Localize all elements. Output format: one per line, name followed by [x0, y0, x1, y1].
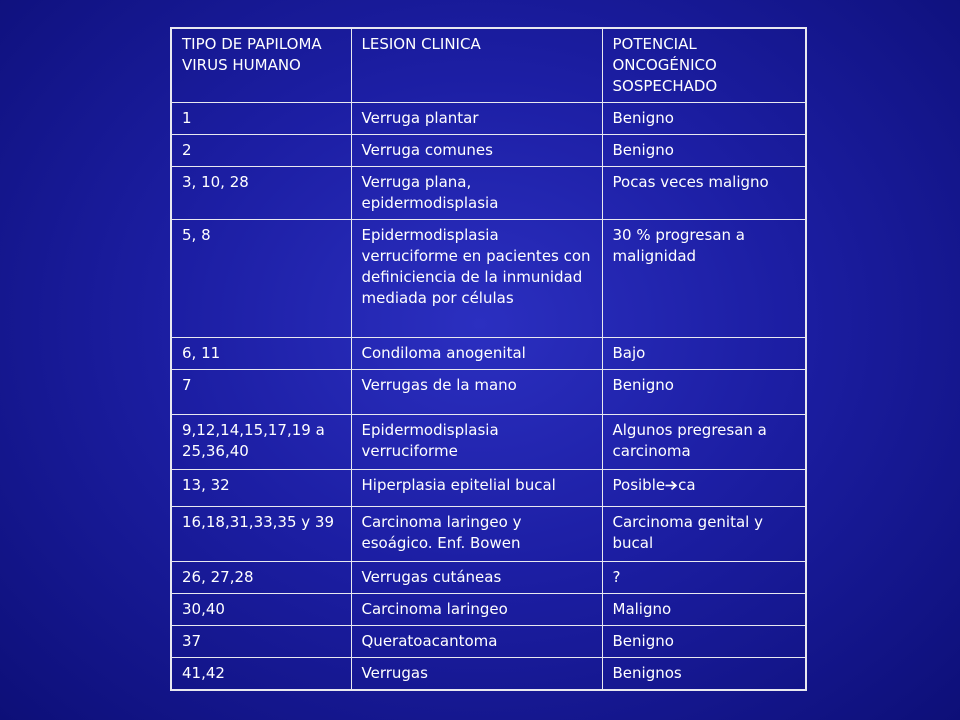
hpv-table: [170, 27, 807, 691]
table-row: [171, 415, 806, 470]
cell-lesion: Condiloma anogenital: [351, 338, 602, 370]
cell-tipo: 9,12,14,15,17,19 a 25,36,40: [171, 415, 351, 470]
header-potencial: POTENCIAL ONCOGÉNICO SOSPECHADO: [602, 28, 806, 103]
cell-potencial: Benignos: [602, 658, 806, 691]
cell-tipo: 16,18,31,33,35 y 39: [171, 507, 351, 562]
cell-tipo: 30,40: [171, 594, 351, 626]
cell-tipo: 1: [171, 103, 351, 135]
cell-potencial: ?: [602, 562, 806, 594]
table-row: [171, 562, 806, 594]
table-row: [171, 220, 806, 338]
table-header-row: [171, 28, 806, 103]
cell-potencial: Carcinoma genital y bucal: [602, 507, 806, 562]
cell-potencial: 30 % progresan a malignidad: [602, 220, 806, 338]
cell-lesion: Hiperplasia epitelial bucal: [351, 470, 602, 507]
cell-potencial: Algunos pregresan a carcinoma: [602, 415, 806, 470]
table-row: [171, 338, 806, 370]
cell-potencial: Maligno: [602, 594, 806, 626]
cell-lesion: Verruga comunes: [351, 135, 602, 167]
cell-lesion: Verruga plantar: [351, 103, 602, 135]
cell-tipo: 3, 10, 28: [171, 167, 351, 220]
cell-potencial: Benigno: [602, 626, 806, 658]
cell-lesion: Epidermodisplasia verruciforme: [351, 415, 602, 470]
table-row: [171, 135, 806, 167]
cell-tipo: 2: [171, 135, 351, 167]
cell-lesion: Epidermodisplasia verruciforme en pacientes con definiciencia de la inmunidad mediada por células: [351, 220, 602, 338]
cell-tipo: 7: [171, 370, 351, 415]
cell-lesion: Verrugas: [351, 658, 602, 691]
cell-lesion: Verruga plana, epidermodisplasia: [351, 167, 602, 220]
table-row: [171, 594, 806, 626]
cell-lesion: Carcinoma laringeo y esoágico. Enf. Bowen: [351, 507, 602, 562]
cell-tipo: 26, 27,28: [171, 562, 351, 594]
right-arrow-icon: [665, 478, 678, 493]
cell-tipo: 37: [171, 626, 351, 658]
cell-potencial: Benigno: [602, 370, 806, 415]
cell-potencial-text: Posible: [612, 476, 666, 494]
cell-tipo: 6, 11: [171, 338, 351, 370]
table-row: [171, 626, 806, 658]
cell-potencial: Benigno: [602, 103, 806, 135]
cell-tipo: 41,42: [171, 658, 351, 691]
cell-potencial: [602, 470, 806, 507]
table-row: [171, 167, 806, 220]
cell-tipo: 13, 32: [171, 470, 351, 507]
cell-tipo: 5, 8: [171, 220, 351, 338]
cell-potencial: Benigno: [602, 135, 806, 167]
table-row: [171, 507, 806, 562]
cell-lesion: Carcinoma laringeo: [351, 594, 602, 626]
cell-potencial: Bajo: [602, 338, 806, 370]
cell-lesion: Verrugas de la mano: [351, 370, 602, 415]
header-tipo: TIPO DE PAPILOMA VIRUS HUMANO: [171, 28, 351, 103]
table-row: [171, 103, 806, 135]
table-row: [171, 370, 806, 415]
cell-potencial: Pocas veces maligno: [602, 167, 806, 220]
table-row: [171, 470, 806, 507]
cell-lesion: Verrugas cutáneas: [351, 562, 602, 594]
header-lesion: LESION CLINICA: [351, 28, 602, 103]
cell-lesion: Queratoacantoma: [351, 626, 602, 658]
cell-potencial-suffix: ca: [678, 476, 696, 494]
table-row: [171, 658, 806, 691]
